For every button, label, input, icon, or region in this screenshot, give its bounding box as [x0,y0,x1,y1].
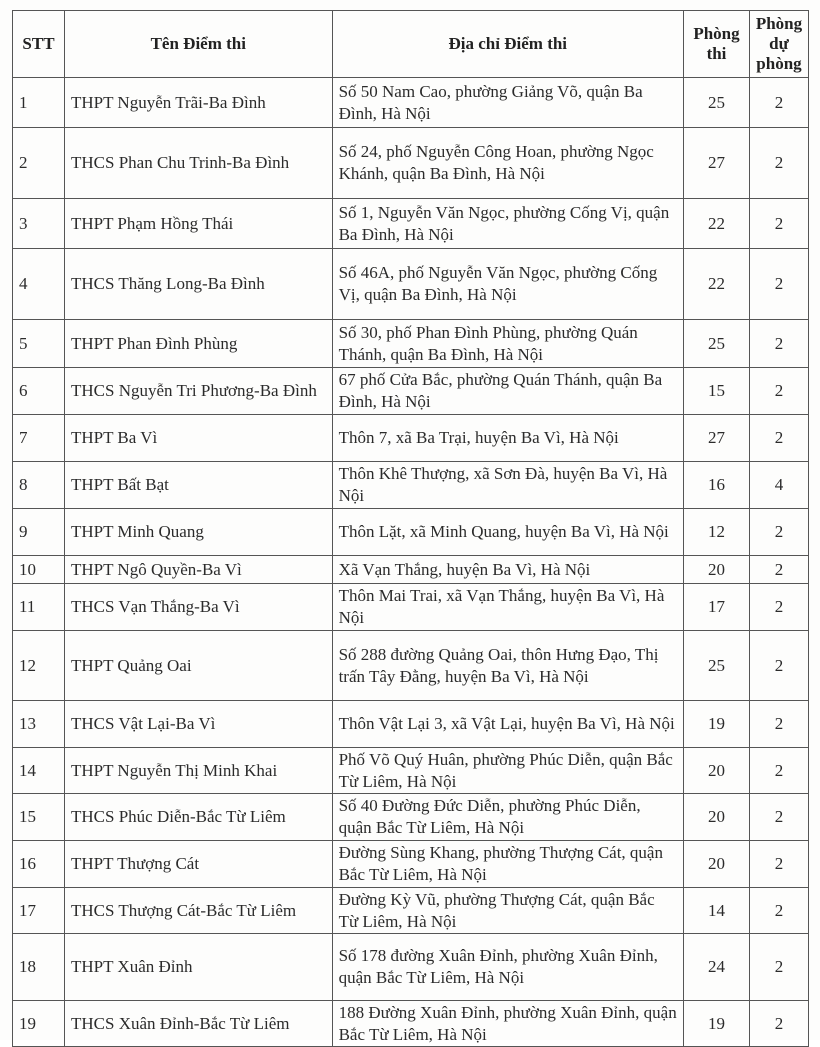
row-spare-rooms: 2 [749,78,808,128]
row-site-name: THCS Vật Lại-Ba Vì [64,701,332,748]
row-rooms: 20 [684,841,750,888]
row-stt: 9 [13,509,65,556]
row-address: Số 40 Đường Đức Diễn, phường Phúc Diễn, quận Bắc Từ Liêm, Hà Nội [332,794,683,841]
row-spare-rooms: 2 [749,128,808,199]
row-site-name: THPT Ba Vì [64,415,332,462]
row-rooms: 17 [684,584,750,631]
row-spare-rooms: 2 [749,888,808,934]
row-stt: 18 [13,934,65,1001]
row-stt: 15 [13,794,65,841]
row-site-name: THCS Thượng Cát-Bắc Từ Liêm [64,888,332,934]
row-site-name: THCS Xuân Đỉnh-Bắc Từ Liêm [64,1001,332,1047]
row-rooms: 27 [684,128,750,199]
row-spare-rooms: 2 [749,631,808,701]
row-rooms: 16 [684,462,750,509]
row-address: Số 50 Nam Cao, phường Giảng Võ, quận Ba Đình, Hà Nội [332,78,683,128]
row-address: Xã Vạn Thắng, huyện Ba Vì, Hà Nội [332,556,683,584]
row-rooms: 12 [684,509,750,556]
row-spare-rooms: 2 [749,320,808,368]
row-spare-rooms: 2 [749,249,808,320]
row-stt: 16 [13,841,65,888]
row-address: Số 1, Nguyễn Văn Ngọc, phường Cống Vị, quận Ba Đình, Hà Nội [332,199,683,249]
row-rooms: 22 [684,199,750,249]
row-stt: 4 [13,249,65,320]
row-address: Thôn Vật Lại 3, xã Vật Lại, huyện Ba Vì, Hà Nội [332,701,683,748]
row-address: Thôn Mai Trai, xã Vạn Thắng, huyện Ba Vì, Hà Nội [332,584,683,631]
row-stt: 1 [13,78,65,128]
row-stt: 12 [13,631,65,701]
row-address: Số 288 đường Quảng Oai, thôn Hưng Đạo, Thị trấn Tây Đằng, huyện Ba Vì, Hà Nội [332,631,683,701]
row-site-name: THCS Thăng Long-Ba Đình [64,249,332,320]
row-site-name: THPT Quảng Oai [64,631,332,701]
table-body [13,78,809,1047]
row-spare-rooms: 2 [749,841,808,888]
row-stt: 10 [13,556,65,584]
table-row [13,249,809,320]
row-rooms: 20 [684,794,750,841]
header-spare-rooms: Phòng dự phòng [749,11,808,78]
row-rooms: 25 [684,78,750,128]
table-row [13,128,809,199]
exam-sites-table [12,10,809,1047]
header-row [13,11,809,78]
row-spare-rooms: 4 [749,462,808,509]
row-site-name: THPT Phạm Hồng Thái [64,199,332,249]
row-spare-rooms: 2 [749,368,808,415]
row-address: Số 30, phố Phan Đình Phùng, phường Quán Thánh, quận Ba Đình, Hà Nội [332,320,683,368]
row-rooms: 25 [684,631,750,701]
row-address: Đường Sùng Khang, phường Thượng Cát, quận Bắc Từ Liêm, Hà Nội [332,841,683,888]
row-spare-rooms: 2 [749,556,808,584]
header-stt: STT [13,11,65,78]
table-row [13,934,809,1001]
row-address: Thôn 7, xã Ba Trại, huyện Ba Vì, Hà Nội [332,415,683,462]
row-stt: 6 [13,368,65,415]
table-row [13,199,809,249]
row-site-name: THPT Bất Bạt [64,462,332,509]
row-site-name: THCS Nguyễn Tri Phương-Ba Đình [64,368,332,415]
row-site-name: THCS Phúc Diễn-Bắc Từ Liêm [64,794,332,841]
row-spare-rooms: 2 [749,1001,808,1047]
table-row [13,748,809,794]
row-site-name: THPT Thượng Cát [64,841,332,888]
row-site-name: THPT Phan Đình Phùng [64,320,332,368]
table-row [13,631,809,701]
table-row [13,888,809,934]
row-spare-rooms: 2 [749,701,808,748]
header-name: Tên Điểm thi [64,11,332,78]
row-stt: 11 [13,584,65,631]
row-address: Thôn Khê Thượng, xã Sơn Đà, huyện Ba Vì, Hà Nội [332,462,683,509]
row-stt: 8 [13,462,65,509]
row-stt: 5 [13,320,65,368]
row-address: 67 phố Cửa Bắc, phường Quán Thánh, quận Ba Đình, Hà Nội [332,368,683,415]
row-address: Số 46A, phố Nguyễn Văn Ngọc, phường Cống Vị, quận Ba Đình, Hà Nội [332,249,683,320]
row-stt: 2 [13,128,65,199]
row-spare-rooms: 2 [749,509,808,556]
row-rooms: 24 [684,934,750,1001]
row-site-name: THPT Minh Quang [64,509,332,556]
row-spare-rooms: 2 [749,748,808,794]
row-rooms: 19 [684,701,750,748]
table-row [13,368,809,415]
table-row [13,320,809,368]
row-stt: 13 [13,701,65,748]
row-site-name: THCS Phan Chu Trinh-Ba Đình [64,128,332,199]
row-rooms: 15 [684,368,750,415]
row-address: 188 Đường Xuân Đỉnh, phường Xuân Đỉnh, quận Bắc Từ Liêm, Hà Nội [332,1001,683,1047]
row-address: Đường Kỳ Vũ, phường Thượng Cát, quận Bắc Từ Liêm, Hà Nội [332,888,683,934]
row-stt: 19 [13,1001,65,1047]
row-address: Số 178 đường Xuân Đỉnh, phường Xuân Đỉnh, quận Bắc Từ Liêm, Hà Nội [332,934,683,1001]
table-row [13,415,809,462]
row-spare-rooms: 2 [749,794,808,841]
row-spare-rooms: 2 [749,934,808,1001]
table-row [13,462,809,509]
header-rooms: Phòng thi [684,11,750,78]
row-spare-rooms: 2 [749,199,808,249]
row-site-name: THCS Vạn Thắng-Ba Vì [64,584,332,631]
row-address: Thôn Lặt, xã Minh Quang, huyện Ba Vì, Hà Nội [332,509,683,556]
row-site-name: THPT Nguyễn Thị Minh Khai [64,748,332,794]
row-site-name: THPT Ngô Quyền-Ba Vì [64,556,332,584]
table-row [13,794,809,841]
row-rooms: 22 [684,249,750,320]
table-row [13,701,809,748]
row-address: Phố Võ Quý Huân, phường Phúc Diễn, quận Bắc Từ Liêm, Hà Nội [332,748,683,794]
table-row [13,78,809,128]
row-stt: 7 [13,415,65,462]
table-row [13,584,809,631]
row-stt: 3 [13,199,65,249]
row-spare-rooms: 2 [749,415,808,462]
row-address: Số 24, phố Nguyễn Công Hoan, phường Ngọc Khánh, quận Ba Đình, Hà Nội [332,128,683,199]
row-site-name: THPT Xuân Đỉnh [64,934,332,1001]
row-stt: 17 [13,888,65,934]
row-spare-rooms: 2 [749,584,808,631]
table-row [13,841,809,888]
table-header [13,11,809,78]
row-rooms: 25 [684,320,750,368]
row-rooms: 27 [684,415,750,462]
table-row [13,509,809,556]
row-site-name: THPT Nguyễn Trãi-Ba Đình [64,78,332,128]
row-rooms: 19 [684,1001,750,1047]
header-address: Địa chỉ Điểm thi [332,11,683,78]
row-stt: 14 [13,748,65,794]
row-rooms: 20 [684,556,750,584]
row-rooms: 20 [684,748,750,794]
row-rooms: 14 [684,888,750,934]
table-row [13,556,809,584]
